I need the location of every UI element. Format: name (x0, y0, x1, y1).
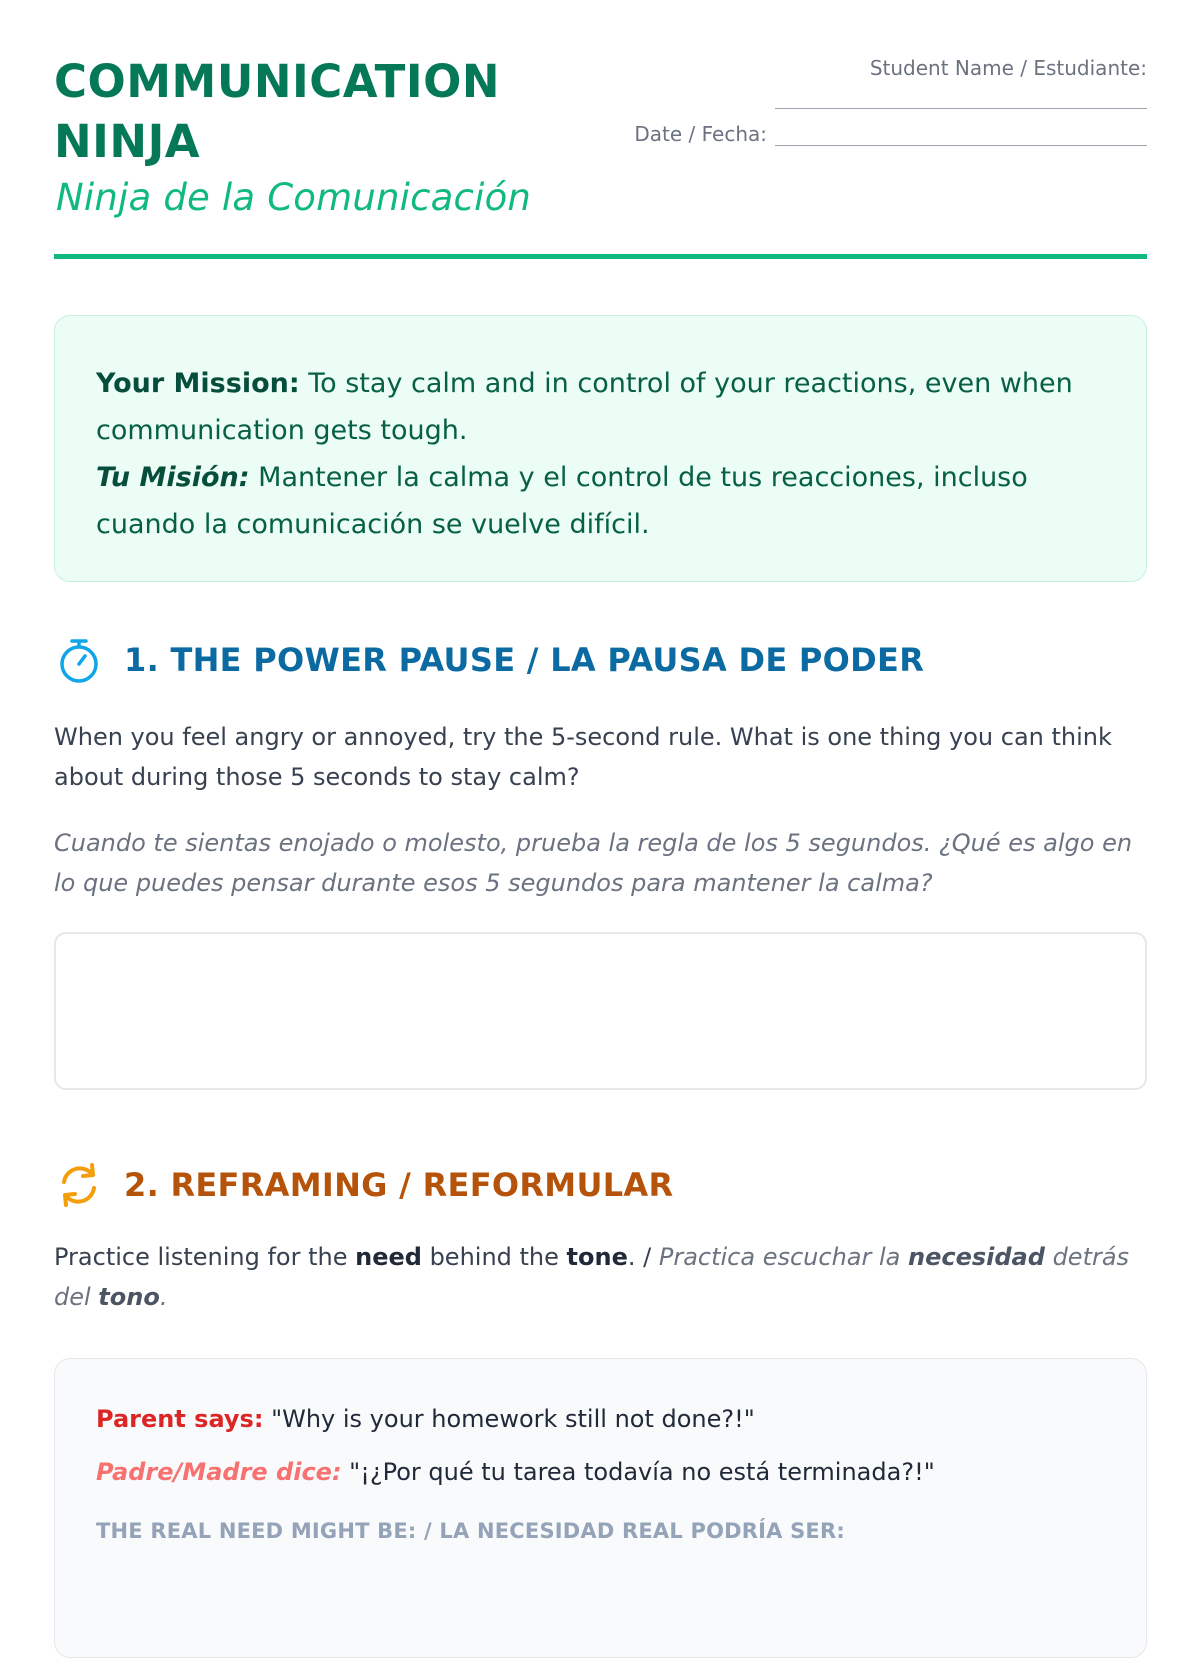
reframing-example-card (54, 1358, 1147, 1658)
intro-es-text: . (159, 1283, 168, 1311)
parent-quote-en (96, 1405, 755, 1433)
intro-necesidad: necesidad (908, 1243, 1045, 1271)
real-need-label: THE REAL NEED MIGHT BE: / LA NECESIDAD REAL PODRÍA SER: (96, 1519, 845, 1543)
date-field[interactable] (775, 123, 1147, 146)
intro-need: need (355, 1243, 422, 1271)
section1-question-es: Cuando te sientas enojado o molesto, prueba la regla de los 5 segundos. ¿Qué es algo en lo que puedes pensar durante esos 5 segundos para mantener la calma? (54, 829, 1133, 897)
quote-text-en: "Why is your homework still not done?!" (263, 1405, 755, 1433)
page-title: COMMUNICATION NINJA (54, 55, 500, 168)
intro-text: . / (627, 1243, 659, 1271)
section-reframing-title: 2. REFRAMING / REFORMULAR (124, 1166, 674, 1204)
mission-en (96, 360, 1106, 454)
section1-question-en: When you feel angry or annoyed, try the 5-second rule. What is one thing you can think about during those 5 seconds to stay calm? (54, 723, 1112, 791)
section1-answer-box[interactable] (54, 932, 1147, 1090)
page-subtitle: Ninja de la Comunicación (56, 176, 532, 219)
mission-en-text: To stay calm and in control of your reactions, even when communication gets tough. (96, 368, 1073, 446)
date-label: Date / Fecha: (634, 122, 767, 146)
student-name-label: Student Name / Estudiante: (869, 56, 1147, 80)
section2-intro (54, 1237, 1147, 1317)
intro-es-text: Practica escuchar la (658, 1243, 908, 1271)
section-reframing-header (54, 1160, 673, 1210)
section-power-pause-title: 1. THE POWER PAUSE / LA PAUSA DE PODER (124, 641, 925, 679)
student-name-field[interactable] (775, 108, 1147, 109)
section-power-pause-header (54, 635, 924, 685)
quote-text-es: "¡¿Por qué tu tarea todavía no está terminada?!" (341, 1458, 935, 1486)
mission-es (96, 454, 1106, 548)
stopwatch-icon (54, 635, 104, 685)
intro-text: behind the (421, 1243, 567, 1271)
parent-label-es: Padre/Madre dice: (96, 1458, 342, 1486)
intro-tone: tone (566, 1243, 628, 1271)
parent-label-en: Parent says: (96, 1405, 264, 1433)
intro-text: Practice listening for the (54, 1243, 356, 1271)
date-row (634, 122, 1147, 146)
mission-es-text: Mantener la calma y el control de tus reacciones, incluso cuando la comunicación se vuelve difícil. (96, 462, 1028, 540)
intro-tono: tono (98, 1283, 160, 1311)
refresh-icon (54, 1160, 104, 1210)
parent-quote-es (96, 1458, 935, 1486)
mission-box (54, 315, 1147, 582)
header-divider (54, 254, 1147, 259)
intro-es-text: detrás del (54, 1243, 1130, 1311)
mission-en-label: Your Mission: (96, 368, 300, 399)
mission-es-label: Tu Misión: (96, 462, 250, 493)
